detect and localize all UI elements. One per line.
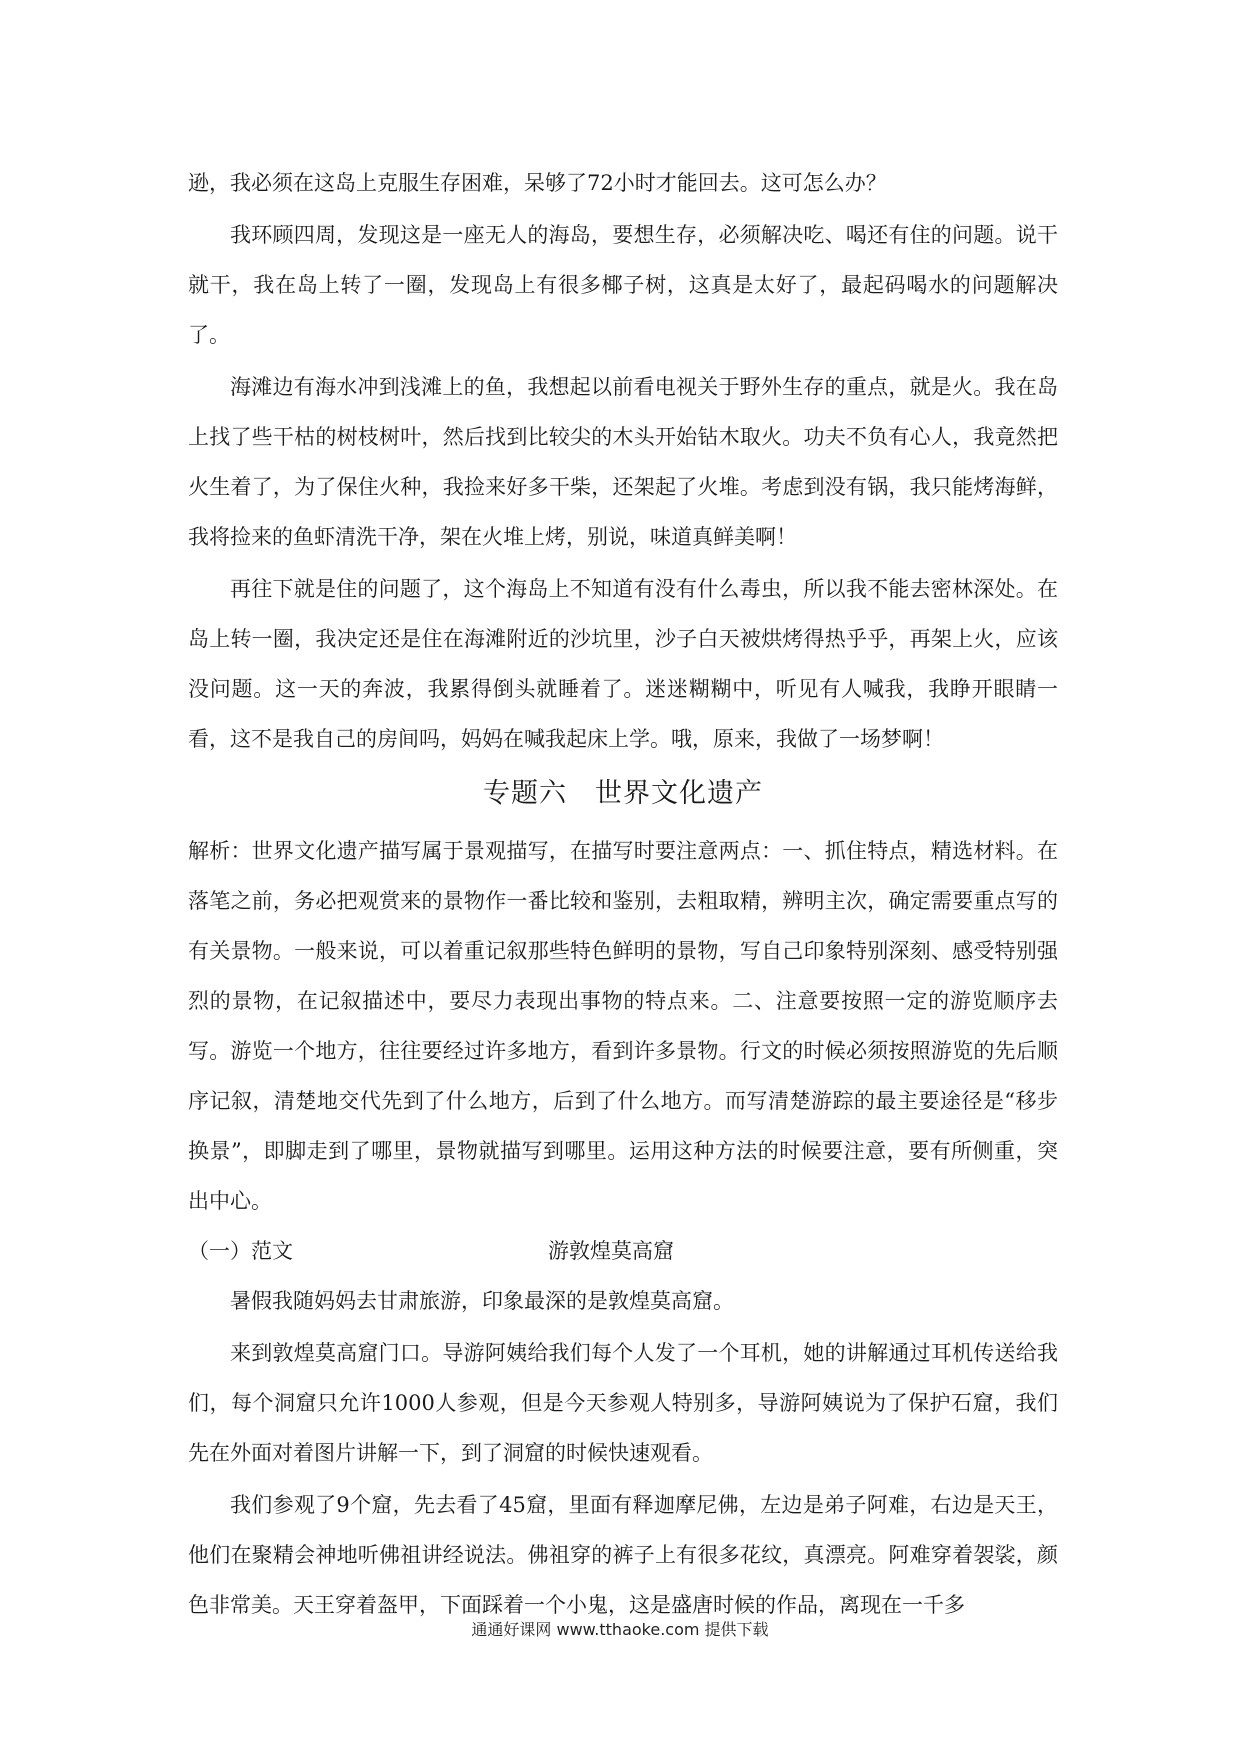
essay-paragraph-entrance: 来到敦煌莫高窟门口。导游阿姨给我们每个人发了一个耳机，她的讲解通过耳机传送给我们，每个洞窟只允许1000人参观，但是今天参观人特别多，导游阿姨说为了保护石窟，我们先在外面对着图片讲解一下，到了洞窟的时候快速观看。 (188, 1341, 1058, 1465)
essay-paragraph-cave45: 我们参观了9个窟，先去看了45窟，里面有释迦摩尼佛，左边是弟子阿难，右边是天王，他们在聚精会神地听佛祖讲经说法。佛祖穿的裤子上有很多花纹，真漂亮。阿难穿着袈裟，颜色非常美。天王穿着盔甲，下面踩着一个小鬼，这是盛唐时候的作品，离现在一千多 (188, 1493, 1058, 1617)
paragraph-survival-water: 我环顾四周，发现这是一座无人的海岛，要想生存，必须解决吃、喝还有住的问题。说干就干，我在岛上转了一圈，发现岛上有很多椰子树，这真是太好了，最起码喝水的问题解决了。 (188, 223, 1058, 347)
paragraph-story-continuation: 逊，我必须在这岛上克服生存困难，呆够了72小时才能回去。这可怎么办？ (188, 171, 887, 195)
paragraph-survival-fire: 海滩边有海水冲到浅滩上的鱼，我想起以前看电视关于野外生存的重点，就是火。我在岛上找了些干枯的树枝树叶，然后找到比较尖的木头开始钻木取火。功夫不负有心人，我竟然把火生着了，为了保住火种，我捡来好多干柴，还架起了火堆。考虑到没有锅，我只能烤海鲜，我将捡来的鱼虾清洗干净，架在火堆上烤，别说，味道真鲜美啊！ (188, 375, 1058, 549)
analysis-paragraph: 解析：世界文化遗产描写属于景观描写，在描写时要注意两点：一、抓住特点，精选材料。在落笔之前，务必把观赏来的景物作一番比较和鉴别，去粗取精，辨明主次，确定需要重点写的有关景物。一般来说，可以着重记叙那些特色鲜明的景物，写自己印象特别深刻、感受特别强烈的景物，在记叙描述中，要尽力表现出事物的特点来。二、注意要按照一定的游览顺序去写。游览一个地方，往往要经过许多地方，看到许多景物。行文的时候必须按照游览的先后顺序记叙，清楚地交代先到了什么地方，后到了什么地方。而写清楚游踪的最主要途径是“移步换景”，即脚走到了哪里，景物就描写到哪里。运用这种方法的时候要注意，要有所侧重，突出中心。 (188, 839, 1058, 1213)
essay-header-row (188, 1226, 1058, 1276)
paragraph-survival-shelter: 再往下就是住的问题了，这个海岛上不知道有没有什么毒虫，所以我不能去密林深处。在岛上转一圈，我决定还是住在海滩附近的沙坑里，沙子白天被烘烤得热乎乎，再架上火，应该没问题。这一天的奔波，我累得倒头就睡着了。迷迷糊糊中，听见有人喊我，我睁开眼睛一看，这不是我自己的房间吗，妈妈在喊我起床上学。哦，原来，我做了一场梦啊！ (188, 577, 1058, 751)
essay-label: （一）范文 (188, 1239, 293, 1263)
page-content (188, 158, 1058, 1630)
essay-title: 游敦煌莫高窟 (548, 1239, 674, 1263)
essay-paragraph-intro: 暑假我随妈妈去甘肃旅游，印象最深的是敦煌莫高窟。 (230, 1289, 734, 1313)
page-footer: 通通好课网 www.tthaoke.com 提供下载 (471, 1620, 769, 1639)
topic-heading: 专题六 世界文化遗产 (483, 778, 763, 809)
